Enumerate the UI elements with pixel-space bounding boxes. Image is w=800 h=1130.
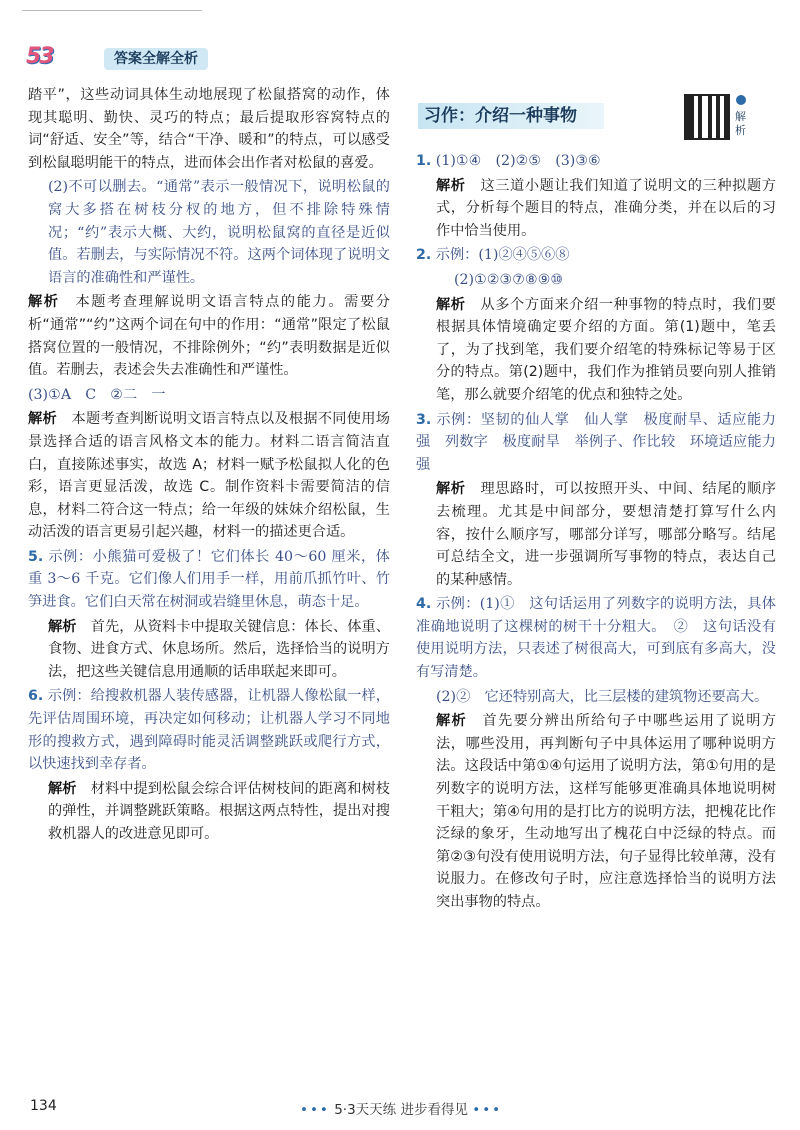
header-banner: 答案全解全析: [104, 48, 208, 70]
answer-3: (3)①A C ②二 一: [28, 386, 166, 403]
question-number: 1.: [416, 153, 432, 169]
qr-code-icon[interactable]: [684, 94, 730, 140]
analysis-6: [28, 778, 390, 846]
question-number: 5.: [28, 548, 44, 565]
analysis-2: [416, 294, 776, 407]
question-answer: 示例：(1)②④⑤⑥⑧: [435, 247, 570, 264]
analysis-text: 首先，从资料卡中提取关键信息：体长、体重、食物、进食方式、休息场所。然后，选择恰当的说明方法，把这些关键信息用通顺的话串联起来即可。: [48, 618, 390, 680]
question-number: 6.: [28, 688, 44, 705]
question-answer: (1)①④ (2)②⑤ (3)③⑥: [435, 153, 601, 169]
analysis-label: 解析: [28, 294, 60, 311]
dots-right: •••: [472, 1102, 503, 1118]
analysis-3: [416, 478, 776, 591]
question-2: [416, 244, 776, 267]
analysis-1: [416, 175, 776, 243]
analysis-text: 首先要分辨出所给句子中哪些运用了说明方法，哪些没用，再判断句子中具体运用了哪种说明方法。这段话中第①④句运用了说明方法，第①句用的是列数字的说明方法，这样写能够更准确具体地说明树干粗大；第④句用的是打比方的说明方法，把槐花比作泛绿的象牙，生动地写出了槐花白中泛绿的特点。而第②③句没有使用说明方法，句子显得比较单薄，没有说服力。在修改句子时，应注意选择恰当的说明方法突出事物的特点。: [436, 713, 776, 910]
analysis-4: [416, 710, 776, 913]
analysis-label: 解析: [28, 411, 57, 428]
question-4b: (2)② 它还特别高大，比三层楼的建筑物还要高大。: [436, 688, 769, 705]
analysis-text: 本题考查判断说明文语言特点以及根据不同使用场景选择合适的语言风格文本的能力。材料二语言简洁直白，直接陈述事实，故选 A；材料一赋予松鼠拟人化的色彩，语言更显活泼，故选 C。制作资料卡需要简洁的信息，材料二符合这一特点；给一年级的妹妹介绍松鼠，生动活泼的语言更易引起兴趣，材料一的描述更合适。: [28, 411, 390, 541]
question-3: [416, 409, 776, 477]
question-1: [416, 150, 776, 173]
question-answer: 示例：(1)① 这句话运用了列数字的说明方法，具体准确地说明了这棵树的树干十分粗大。 ② 这句话没有使用说明方法，只表述了树很高大，可到底有多高大，没有写清楚。: [416, 596, 776, 681]
answer-2: (2)不可以删去。“通常”表示一般情况下，说明松鼠的窝大多搭在树枝分杈的地方，但不排除特殊情况；“约”表示大概、大约，说明松鼠窝的直径是近似值。若删去，与实际情况不符。这两个词体现了说明文语言的准确性和严谨性。: [48, 179, 390, 286]
footer-slogan: [300, 1098, 502, 1118]
analysis-text: 本题考查理解说明文语言特点的能力。需要分析“通常”“约”这两个词在句中的作用：“通常”限定了松鼠搭窝位置的一般情况，不排除例外；“约”表明数据是近似值。若删去，表述会失去准确性和严谨性。: [28, 294, 390, 379]
qr-label: 解析: [735, 110, 746, 137]
analysis-text: 从多个方面来介绍一种事物的特点时，我们要根据具体情境确定要介绍的方面。第(1)题中，笔丢了，为了找到笔，我们要介绍笔的特殊标记等易于区分的特点。第(2)题中，我们作为推销员要向别人推销笔，那么就要介绍笔的优点和独特之处。: [436, 296, 776, 403]
analysis-label: 解析: [48, 618, 77, 635]
question-number: 3.: [416, 411, 432, 428]
brand-logo: [26, 44, 106, 80]
analysis-label: 解析: [48, 780, 77, 797]
section-title: 习作：介绍一种事物: [418, 103, 604, 129]
left-paragraph-1: 踏平”，这些动词具体生动地展现了松鼠搭窝的动作，体现其聪明、勤快、灵巧的特点；最后提取形容窝特点的词“舒适、安全”等，结合“干净、暖和”的特点，可以感受到松鼠聪明能干的特点，进而体会出作者对松鼠的喜爱。: [28, 87, 390, 171]
analysis-1: [28, 291, 390, 381]
analysis-text: 这三道小题让我们知道了说明文的三种拟题方式，分析每个题目的特点，准确分类，并在以后的习作中恰当使用。: [436, 177, 776, 239]
analysis-label: 解析: [436, 481, 466, 498]
analysis-label: 解析: [436, 296, 466, 313]
question-2-line-2: (2)①②③⑦⑧⑨⑩: [454, 271, 564, 288]
right-column: [416, 150, 776, 916]
page-number: 134: [30, 1098, 57, 1114]
analysis-text: 理思路时，可以按照开头、中间、结尾的顺序去梳理。尤其是中间部分，要想清楚打算写什么内容，按什么顺序写，哪部分详写，哪部分略写。结尾可总结全文，进一步强调所写事物的特点，表达自己的某种感情。: [436, 481, 776, 588]
question-answer: 示例：小熊猫可爱极了！它们体长 40～60 厘米，体重 3～6 千克。它们像人们用手一样，用前爪抓竹叶、竹笋进食。它们白天常在树洞或岩缝里休息，萌态十足。: [28, 548, 390, 611]
question-6: [28, 685, 390, 775]
question-5: [28, 546, 390, 614]
left-column: [28, 84, 390, 848]
play-icon[interactable]: [736, 95, 746, 105]
analysis-2: [28, 408, 390, 544]
top-rule: [22, 10, 202, 11]
question-number: 2.: [416, 247, 432, 264]
question-answer: 示例：坚韧的仙人掌 仙人掌 极度耐旱、适应能力强 列数字 极度耐旱 举例子、作比较 环境适应能力强: [416, 411, 776, 473]
question-number: 4.: [416, 596, 432, 613]
logo-text: 53: [26, 44, 53, 69]
question-4: [416, 593, 776, 683]
analysis-label: 解析: [436, 177, 466, 194]
analysis-label: 解析: [436, 713, 468, 730]
slogan-text: 5·3天天练 进步看得见: [334, 1102, 468, 1118]
question-answer: 示例：给搜救机器人装传感器，让机器人像松鼠一样，先评估周围环境，再决定如何移动；让机器人学习不同地形的搜救方式，遇到障碍时能灵活调整跳跃或爬行方式，以快速找到幸存者。: [28, 688, 390, 773]
analysis-5: [28, 616, 390, 684]
analysis-text: 材料中提到松鼠会综合评估树枝间的距离和树枝的弹性，并调整跳跃策略。根据这两点特性，提出对搜救机器人的改进意见即可。: [48, 780, 390, 842]
dots-left: •••: [300, 1102, 330, 1118]
